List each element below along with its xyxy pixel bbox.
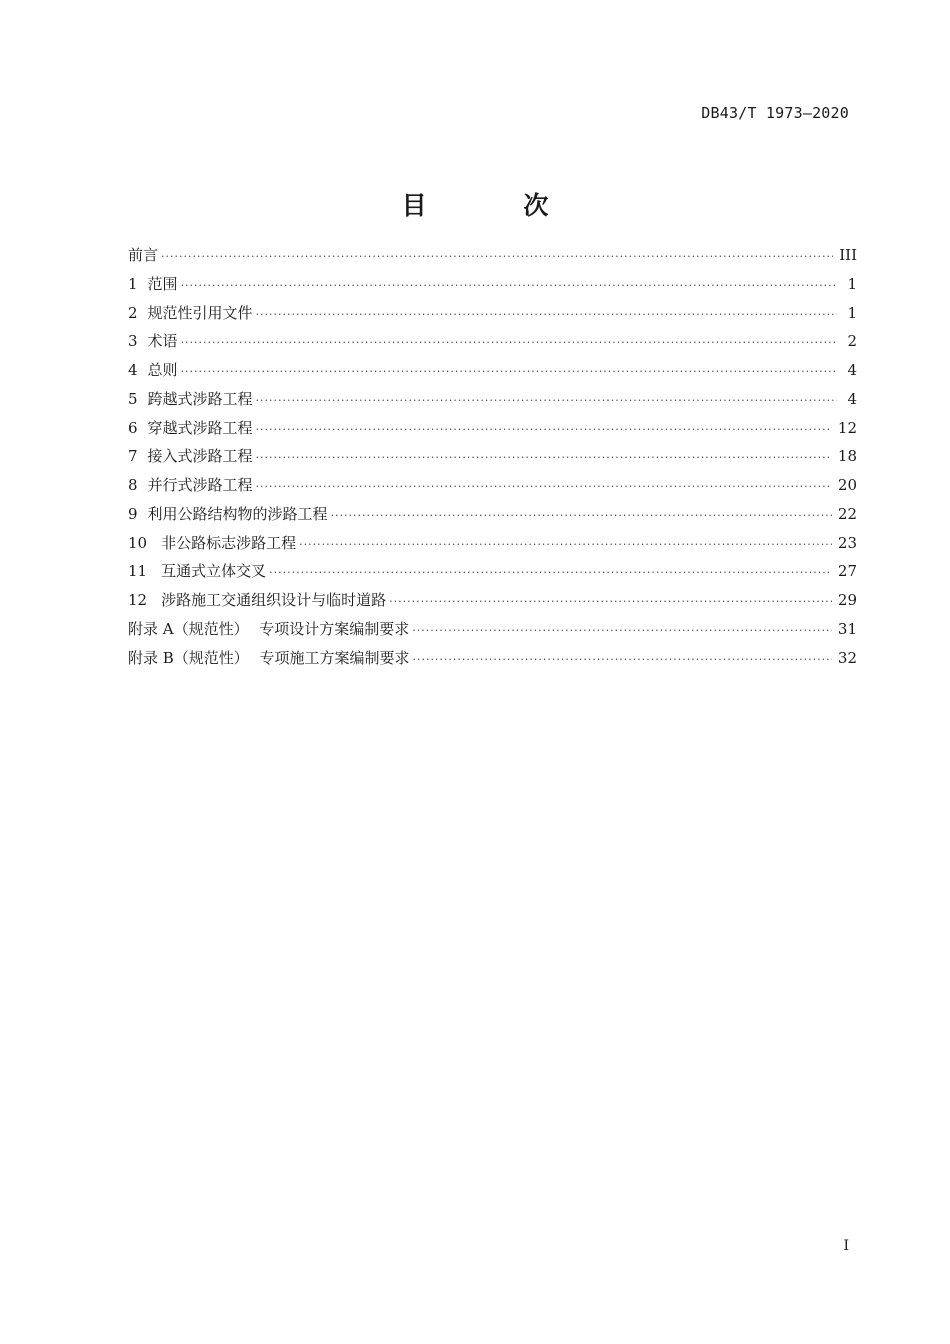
toc-entry-number: 1 bbox=[128, 274, 138, 293]
toc-entry-label: 并行式涉路工程 bbox=[147, 476, 253, 494]
toc-entry-number: 7 bbox=[128, 447, 138, 466]
toc-entry-4[interactable] bbox=[128, 359, 857, 388]
toc-entry-label: 互通式立体交叉 bbox=[161, 562, 267, 581]
toc-entry-number: 4 bbox=[128, 361, 138, 379]
toc-annex-prefix: 附录 B（规范性） bbox=[128, 648, 249, 667]
toc-entry-page: 20 bbox=[837, 476, 857, 494]
toc-entry-number: 12 bbox=[128, 591, 148, 609]
toc-entry-label: 涉路施工交通组织设计与临时道路 bbox=[161, 591, 387, 609]
toc-entry-1[interactable] bbox=[128, 273, 857, 302]
toc-entry-page: 4 bbox=[847, 389, 857, 408]
toc-leader-dots bbox=[256, 308, 837, 321]
toc-entry-label: 专项施工方案编制要求 bbox=[259, 648, 410, 667]
toc-entry-page: 32 bbox=[837, 648, 857, 667]
toc-entry-label: 非公路标志涉路工程 bbox=[161, 533, 297, 552]
toc-entry-page: 18 bbox=[837, 447, 857, 466]
toc-entry-10[interactable] bbox=[128, 532, 857, 561]
toc-entry-12[interactable] bbox=[128, 589, 857, 618]
toc-leader-dots bbox=[181, 336, 837, 349]
toc-entry-foreword[interactable] bbox=[128, 244, 857, 273]
toc-leader-dots bbox=[299, 538, 832, 551]
toc-leader-dots bbox=[256, 423, 832, 436]
toc-leader-dots bbox=[331, 509, 832, 522]
toc-entry-number: 2 bbox=[128, 303, 138, 322]
toc-leader-dots bbox=[161, 250, 833, 263]
toc-entry-label: 规范性引用文件 bbox=[147, 303, 253, 322]
toc-entry-label: 前言 bbox=[128, 246, 159, 264]
toc-entry-label: 跨越式涉路工程 bbox=[147, 389, 253, 408]
toc-entry-9[interactable] bbox=[128, 503, 857, 532]
toc-entry-label: 接入式涉路工程 bbox=[147, 447, 253, 466]
toc-entry-8[interactable] bbox=[128, 474, 857, 503]
toc-entry-page: 1 bbox=[847, 303, 857, 322]
toc-leader-dots bbox=[412, 653, 831, 666]
toc-entry-page: III bbox=[839, 246, 857, 264]
toc-entry-number: 5 bbox=[128, 389, 138, 408]
toc-entry-2[interactable] bbox=[128, 302, 857, 331]
toc-entry-number: 11 bbox=[128, 562, 148, 581]
toc-leader-dots bbox=[256, 480, 832, 493]
toc-entry-label: 穿越式涉路工程 bbox=[147, 418, 253, 437]
toc-entry-page: 12 bbox=[837, 418, 857, 437]
toc-entry-number: 9 bbox=[128, 504, 138, 523]
toc-title: 目 次 bbox=[401, 191, 593, 220]
toc-leader-dots bbox=[389, 595, 832, 608]
toc-entry-page: 22 bbox=[837, 504, 857, 523]
toc-annex-prefix: 附录 A（规范性） bbox=[128, 619, 249, 638]
toc-entry-page: 4 bbox=[847, 361, 857, 379]
toc-leader-dots bbox=[269, 566, 832, 579]
toc-entry-number: 3 bbox=[128, 332, 138, 351]
toc-entry-label: 总则 bbox=[147, 361, 178, 379]
toc-entry-page: 27 bbox=[837, 562, 857, 581]
toc-entry-3[interactable] bbox=[128, 330, 857, 359]
toc-entry-label: 范围 bbox=[147, 274, 178, 293]
toc-entry-6[interactable] bbox=[128, 417, 857, 446]
toc-entry-number: 6 bbox=[128, 418, 138, 437]
toc-entry-label: 术语 bbox=[147, 332, 178, 351]
toc-entry-label: 利用公路结构物的涉路工程 bbox=[147, 504, 328, 523]
toc-entry-11[interactable] bbox=[128, 560, 857, 589]
toc-entry-page: 31 bbox=[837, 619, 857, 638]
toc-entry-page: 29 bbox=[837, 591, 857, 609]
table-of-contents bbox=[128, 244, 857, 675]
toc-entry-number: 10 bbox=[128, 533, 148, 552]
toc-leader-dots bbox=[412, 624, 832, 637]
toc-entry-label: 专项设计方案编制要求 bbox=[259, 619, 410, 638]
document-code: DB43/T 1973—2020 bbox=[701, 104, 849, 122]
toc-leader-dots bbox=[181, 365, 837, 378]
toc-entry-page: 1 bbox=[847, 274, 857, 293]
toc-leader-dots bbox=[256, 394, 837, 407]
toc-entry-annex-a[interactable] bbox=[128, 618, 857, 647]
toc-leader-dots bbox=[181, 279, 837, 292]
toc-entry-page: 23 bbox=[837, 533, 857, 552]
toc-entry-page: 2 bbox=[847, 332, 857, 351]
toc-leader-dots bbox=[256, 451, 832, 464]
toc-entry-annex-b[interactable] bbox=[128, 647, 857, 676]
page-number: I bbox=[843, 1238, 849, 1254]
toc-entry-7[interactable] bbox=[128, 445, 857, 474]
toc-entry-number: 8 bbox=[128, 476, 138, 494]
toc-entry-5[interactable] bbox=[128, 388, 857, 417]
